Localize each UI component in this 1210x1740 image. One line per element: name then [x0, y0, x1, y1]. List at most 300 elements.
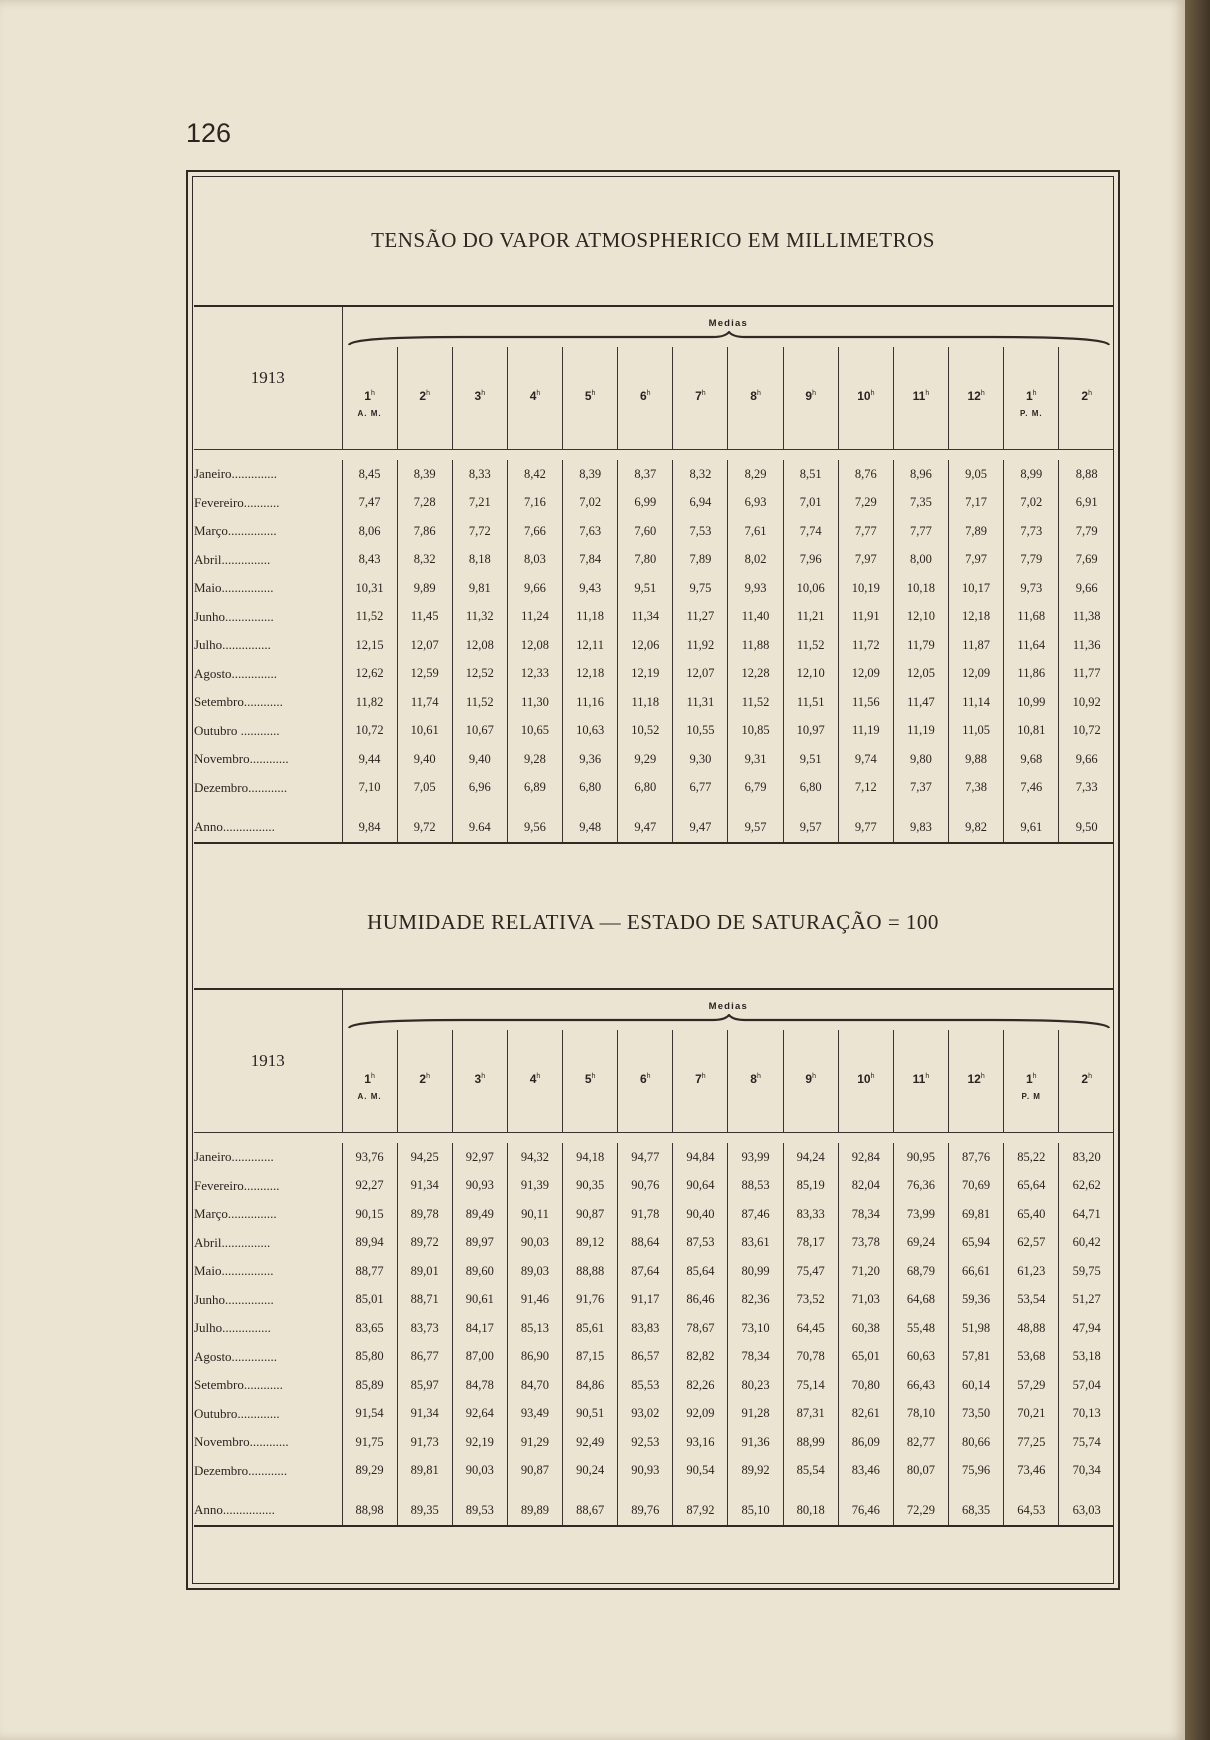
table-cell: 10,31: [342, 574, 397, 603]
table-cell: 11,16: [563, 688, 618, 717]
table-cell: 87,64: [618, 1257, 673, 1286]
annual-row: [194, 1495, 1114, 1526]
table-cell: 88,71: [397, 1286, 452, 1315]
table-cell: 9,51: [618, 574, 673, 603]
table-cell: 7,33: [1059, 774, 1114, 803]
table-cell: 91,39: [507, 1172, 562, 1201]
table-cell: 6,80: [618, 774, 673, 803]
table-cell: 70,34: [1059, 1457, 1114, 1486]
table-cell: 12,08: [452, 631, 507, 660]
table-cell: 12,10: [783, 660, 838, 689]
hour-suffix: h: [370, 1073, 375, 1080]
hour-suffix: h: [536, 390, 541, 397]
table-cell: 89,92: [728, 1457, 783, 1486]
hour-suffix: h: [701, 1073, 706, 1080]
table-cell: 9,80: [893, 745, 948, 774]
table-cell: 90,03: [507, 1229, 562, 1258]
hour-suffix: h: [812, 1073, 816, 1080]
month-label: Agosto..............: [194, 1343, 342, 1372]
table-cell: 12,09: [949, 660, 1004, 689]
table-cell: 90,54: [673, 1457, 728, 1486]
hour-number: 1: [1025, 389, 1033, 403]
table-cell: 11,52: [342, 603, 397, 632]
table-cell: 88,53: [728, 1172, 783, 1201]
table-cell: 12,11: [563, 631, 618, 660]
table-cell: 75,47: [783, 1257, 838, 1286]
table-cell: 85,97: [397, 1371, 452, 1400]
table-cell: 11,19: [893, 717, 948, 746]
table-cell: 10,65: [507, 717, 562, 746]
table-cell: 12,08: [507, 631, 562, 660]
table-cell: 7,60: [618, 517, 673, 546]
table-row: [194, 517, 1114, 546]
table-cell: 9,40: [452, 745, 507, 774]
meridiem-label: P. M.: [1019, 409, 1043, 418]
hour-suffix: h: [1088, 1073, 1092, 1080]
table-cell: 11,88: [728, 631, 783, 660]
hour-header: [949, 1030, 1004, 1133]
table-cell: 60,42: [1059, 1229, 1114, 1258]
table-cell: 90,15: [342, 1200, 397, 1229]
table-row: [194, 774, 1114, 803]
hour-header: [893, 1030, 948, 1133]
table-cell: 8,18: [452, 546, 507, 575]
table-cell: 53,54: [1004, 1286, 1059, 1315]
table-cell: 10,97: [783, 717, 838, 746]
hour-suffix: h: [536, 1073, 541, 1080]
hour-number: 11: [912, 389, 926, 403]
hour-header: [452, 347, 507, 450]
month-label: Dezembro............: [194, 1457, 342, 1486]
table-cell: 9,66: [507, 574, 562, 603]
table-cell: 6,99: [618, 489, 673, 518]
hour-number: 7: [695, 389, 702, 403]
hour-number: 2: [419, 1072, 427, 1086]
hour-number: 12: [967, 1072, 981, 1086]
table-cell: 10,17: [949, 574, 1004, 603]
table-cell: 89,01: [397, 1257, 452, 1286]
table-cell: 8,32: [397, 546, 452, 575]
table-cell: 9,66: [1059, 745, 1114, 774]
table-cell: 11,30: [507, 688, 562, 717]
table-cell: 7,21: [452, 489, 507, 518]
annual-cell: 85,10: [728, 1495, 783, 1526]
table-cell: 7,46: [1004, 774, 1059, 803]
table-cell: 7,35: [893, 489, 948, 518]
hour-number: 6: [639, 1072, 647, 1086]
table-cell: 65,01: [838, 1343, 893, 1372]
table-cell: 11,64: [1004, 631, 1059, 660]
table-cell: 8,51: [783, 460, 838, 489]
table-cell: 9,66: [1059, 574, 1114, 603]
table-cell: 94,25: [397, 1143, 452, 1172]
month-label: Janeiro..............: [194, 460, 342, 489]
month-label: Novembro............: [194, 1428, 342, 1457]
hour-number: 1: [364, 389, 371, 403]
hour-suffix: h: [1032, 1073, 1037, 1080]
table-cell: 10,52: [618, 717, 673, 746]
table-cell: 10,61: [397, 717, 452, 746]
table-cell: 48,88: [1004, 1314, 1059, 1343]
table-cell: 86,09: [838, 1428, 893, 1457]
annual-cell: 9,84: [342, 812, 397, 843]
table-cell: 91,73: [397, 1428, 452, 1457]
table-cell: 12,05: [893, 660, 948, 689]
hour-number: 5: [584, 1072, 592, 1086]
hour-header: [1059, 1030, 1114, 1133]
table-cell: 91,17: [618, 1286, 673, 1315]
table-cell: 87,00: [452, 1343, 507, 1372]
table-cell: 9,51: [783, 745, 838, 774]
medias-header: [342, 306, 1114, 347]
annual-row: [194, 812, 1114, 843]
table-cell: 11,91: [838, 603, 893, 632]
humidity-table-title: HUMIDADE RELATIVA — ESTADO DE SATURAÇÃO = 100: [367, 910, 939, 934]
annual-cell: 76,46: [838, 1495, 893, 1526]
hour-number: 3: [474, 1072, 482, 1086]
table-cell: 11,24: [507, 603, 562, 632]
table-row: [194, 1400, 1114, 1429]
table-cell: 60,14: [949, 1371, 1004, 1400]
table-cell: 89,72: [397, 1229, 452, 1258]
table-cell: 92,49: [563, 1428, 618, 1457]
table-row: [194, 1343, 1114, 1372]
table-cell: 7,97: [949, 546, 1004, 575]
meridiem-label: P. M: [1021, 1092, 1041, 1101]
table-cell: 8,43: [342, 546, 397, 575]
table-cell: 94,32: [507, 1143, 562, 1172]
table-cell: 92,19: [452, 1428, 507, 1457]
table-cell: 7,73: [1004, 517, 1059, 546]
table-cell: 8,45: [342, 460, 397, 489]
hour-suffix: h: [756, 1073, 761, 1080]
table-cell: 91,75: [342, 1428, 397, 1457]
table-cell: 69,24: [893, 1229, 948, 1258]
table-cell: 11,86: [1004, 660, 1059, 689]
table-cell: 9,31: [728, 745, 783, 774]
book-edge: [1185, 0, 1210, 1740]
hour-suffix: h: [646, 390, 651, 397]
hour-suffix: h: [870, 390, 875, 397]
table-cell: 82,61: [838, 1400, 893, 1429]
month-label: Setembro............: [194, 688, 342, 717]
page-number: 126: [186, 118, 232, 148]
table-cell: 86,90: [507, 1343, 562, 1372]
table-cell: 90,95: [893, 1143, 948, 1172]
table-cell: 8,33: [452, 460, 507, 489]
table-cell: 7,89: [673, 546, 728, 575]
table-cell: 12,07: [673, 660, 728, 689]
table-cell: 65,64: [1004, 1172, 1059, 1201]
table-cell: 88,77: [342, 1257, 397, 1286]
table-cell: 8,03: [507, 546, 562, 575]
table-row: [194, 603, 1114, 632]
table-cell: 91,36: [728, 1428, 783, 1457]
table-cell: 7,97: [838, 546, 893, 575]
table-cell: 83,83: [618, 1314, 673, 1343]
hour-suffix: h: [925, 1073, 930, 1080]
vapor-table-title: TENSÃO DO VAPOR ATMOSPHERICO EM MILLIMETROS: [371, 228, 935, 252]
hour-number: 12: [967, 389, 981, 403]
table-cell: 10,67: [452, 717, 507, 746]
table-cell: 7,61: [728, 517, 783, 546]
table-cell: 11,40: [728, 603, 783, 632]
table-cell: 71,03: [838, 1286, 893, 1315]
table-cell: 7,96: [783, 546, 838, 575]
month-label: Março...............: [194, 1200, 342, 1229]
table-cell: 83,33: [783, 1200, 838, 1229]
table-cell: 86,46: [673, 1286, 728, 1315]
table-cell: 85,19: [783, 1172, 838, 1201]
table-cell: 12,19: [618, 660, 673, 689]
table-cell: 71,20: [838, 1257, 893, 1286]
table-cell: 7,16: [507, 489, 562, 518]
table-cell: 94,18: [563, 1143, 618, 1172]
table-cell: 11,87: [949, 631, 1004, 660]
table-cell: 7,47: [342, 489, 397, 518]
hour-number: 2: [1081, 389, 1089, 403]
table-cell: 80,66: [949, 1428, 1004, 1457]
table-cell: 82,04: [838, 1172, 893, 1201]
table-cell: 8,06: [342, 517, 397, 546]
table-cell: 8,39: [563, 460, 618, 489]
hour-header: [507, 1030, 562, 1133]
table-cell: 91,28: [728, 1400, 783, 1429]
table-cell: 91,76: [563, 1286, 618, 1315]
table-cell: 78,34: [728, 1343, 783, 1372]
table-cell: 9,44: [342, 745, 397, 774]
table-cell: 11,68: [1004, 603, 1059, 632]
table-cell: 80,23: [728, 1371, 783, 1400]
table-cell: 7,29: [838, 489, 893, 518]
table-cell: 7,12: [838, 774, 893, 803]
hour-suffix: h: [870, 1073, 875, 1080]
table-cell: 88,88: [563, 1257, 618, 1286]
annual-cell: 63,03: [1059, 1495, 1114, 1526]
table-cell: 85,64: [673, 1257, 728, 1286]
table-cell: 7,77: [893, 517, 948, 546]
table-cell: 88,99: [783, 1428, 838, 1457]
annual-cell: 72,29: [893, 1495, 948, 1526]
table-cell: 91,29: [507, 1428, 562, 1457]
medias-header: [342, 989, 1114, 1030]
table-cell: 77,25: [1004, 1428, 1059, 1457]
table-cell: 9,29: [618, 745, 673, 774]
table-cell: 62,62: [1059, 1172, 1114, 1201]
hour-header: [618, 1030, 673, 1133]
hour-header: [783, 347, 838, 450]
table-cell: 78,17: [783, 1229, 838, 1258]
table-cell: 7,02: [1004, 489, 1059, 518]
table-cell: 11,18: [618, 688, 673, 717]
table-cell: 11,19: [838, 717, 893, 746]
table-cell: 11,14: [949, 688, 1004, 717]
table-row: [194, 745, 1114, 774]
table-cell: 7,53: [673, 517, 728, 546]
hour-number: 5: [584, 389, 592, 403]
table-cell: 91,78: [618, 1200, 673, 1229]
table-cell: 9,81: [452, 574, 507, 603]
hour-header: [342, 347, 397, 450]
table-cell: 78,34: [838, 1200, 893, 1229]
annual-cell: 89,76: [618, 1495, 673, 1526]
annual-cell: 9.64: [452, 812, 507, 843]
annual-cell: 80,18: [783, 1495, 838, 1526]
hour-header: [452, 1030, 507, 1133]
table-cell: 89,03: [507, 1257, 562, 1286]
table-cell: 12,18: [563, 660, 618, 689]
month-label: Abril...............: [194, 546, 342, 575]
table-cell: 92,27: [342, 1172, 397, 1201]
month-label: Novembro............: [194, 745, 342, 774]
hour-number: 4: [529, 1072, 537, 1086]
hour-suffix: h: [426, 1073, 430, 1080]
annual-label: Anno................: [194, 812, 342, 843]
annual-cell: 9,57: [783, 812, 838, 843]
table-cell: 6,80: [563, 774, 618, 803]
table-cell: 89,29: [342, 1457, 397, 1486]
table-cell: 10,63: [563, 717, 618, 746]
table-cell: 12,09: [838, 660, 893, 689]
table-cell: 92,53: [618, 1428, 673, 1457]
table-cell: 92,09: [673, 1400, 728, 1429]
table-cell: 53,68: [1004, 1343, 1059, 1372]
table-cell: 90,64: [673, 1172, 728, 1201]
table-cell: 11,52: [783, 631, 838, 660]
table-cell: 84,78: [452, 1371, 507, 1400]
table-cell: 82,36: [728, 1286, 783, 1315]
table-cell: 10,18: [893, 574, 948, 603]
table-cell: 11,82: [342, 688, 397, 717]
table-cell: 84,17: [452, 1314, 507, 1343]
hour-header: [949, 347, 1004, 450]
table-cell: 8,02: [728, 546, 783, 575]
table-cell: 57,29: [1004, 1371, 1059, 1400]
table-cell: 78,67: [673, 1314, 728, 1343]
annual-cell: 9,48: [563, 812, 618, 843]
month-label: Março...............: [194, 517, 342, 546]
medias-label: Medias: [708, 317, 748, 329]
table-cell: 8,76: [838, 460, 893, 489]
table-cell: 11,18: [563, 603, 618, 632]
table-cell: 93,49: [507, 1400, 562, 1429]
table-row: [194, 1428, 1114, 1457]
table-cell: 83,61: [728, 1229, 783, 1258]
hour-number: 9: [805, 1072, 813, 1086]
hour-suffix: h: [481, 1073, 486, 1080]
table-cell: 11,47: [893, 688, 948, 717]
relative-humidity-table: [194, 988, 1114, 1527]
table-cell: 83,73: [397, 1314, 452, 1343]
table-cell: 11,21: [783, 603, 838, 632]
table-cell: 7,80: [618, 546, 673, 575]
annual-cell: 9,56: [507, 812, 562, 843]
hour-suffix: h: [591, 1073, 596, 1080]
table-cell: 86,77: [397, 1343, 452, 1372]
table-cell: 7,66: [507, 517, 562, 546]
hour-header: [673, 1030, 728, 1133]
table-cell: 11,36: [1059, 631, 1114, 660]
table-cell: 6,91: [1059, 489, 1114, 518]
table-cell: 11,56: [838, 688, 893, 717]
table-cell: 6,77: [673, 774, 728, 803]
table-cell: 85,54: [783, 1457, 838, 1486]
table-cell: 85,89: [342, 1371, 397, 1400]
table-cell: 66,61: [949, 1257, 1004, 1286]
table-cell: 6,80: [783, 774, 838, 803]
table-cell: 7,79: [1004, 546, 1059, 575]
table-cell: 7,37: [893, 774, 948, 803]
table-cell: 7,28: [397, 489, 452, 518]
year-header: 1913: [194, 989, 342, 1133]
table-cell: 11,52: [728, 688, 783, 717]
month-label: Dezembro............: [194, 774, 342, 803]
annual-cell: 9,47: [673, 812, 728, 843]
hour-header: [1004, 1030, 1059, 1133]
table-cell: 90,93: [452, 1172, 507, 1201]
table-cell: 12,10: [893, 603, 948, 632]
table-cell: 8,29: [728, 460, 783, 489]
table-cell: 85,53: [618, 1371, 673, 1400]
table-cell: 59,75: [1059, 1257, 1114, 1286]
hour-header: [342, 1030, 397, 1133]
table-cell: 83,20: [1059, 1143, 1114, 1172]
table-cell: 6,93: [728, 489, 783, 518]
hour-suffix: h: [756, 390, 761, 397]
table-cell: 90,40: [673, 1200, 728, 1229]
hour-suffix: h: [925, 390, 930, 397]
table-cell: 57,04: [1059, 1371, 1114, 1400]
table-row: [194, 717, 1114, 746]
annual-cell: 64,53: [1004, 1495, 1059, 1526]
table-cell: 62,57: [1004, 1229, 1059, 1258]
hour-number: 9: [805, 389, 813, 403]
table-cell: 85,61: [563, 1314, 618, 1343]
table-row: [194, 1371, 1114, 1400]
table-cell: 68,79: [893, 1257, 948, 1286]
hour-header: [1004, 347, 1059, 450]
table-cell: 12,59: [397, 660, 452, 689]
hour-number: 8: [750, 389, 757, 403]
table-cell: 87,76: [949, 1143, 1004, 1172]
year-header: 1913: [194, 306, 342, 450]
table-cell: 85,22: [1004, 1143, 1059, 1172]
table-cell: 91,54: [342, 1400, 397, 1429]
table-cell: 9,89: [397, 574, 452, 603]
table-cell: 70,80: [838, 1371, 893, 1400]
table-cell: 57,81: [949, 1343, 1004, 1372]
table-cell: 12,52: [452, 660, 507, 689]
table-cell: 9,68: [1004, 745, 1059, 774]
table-cell: 7,89: [949, 517, 1004, 546]
table-cell: 90,11: [507, 1200, 562, 1229]
hour-number: 1: [364, 1072, 371, 1086]
table-cell: 11,51: [783, 688, 838, 717]
table-cell: 12,07: [397, 631, 452, 660]
hour-number: 11: [912, 1072, 926, 1086]
table-cell: 8,88: [1059, 460, 1114, 489]
table-cell: 75,96: [949, 1457, 1004, 1486]
table-cell: 91,34: [397, 1172, 452, 1201]
annual-cell: 9,61: [1004, 812, 1059, 843]
table-cell: 11,52: [452, 688, 507, 717]
table-cell: 90,93: [618, 1457, 673, 1486]
table-row: [194, 489, 1114, 518]
table-cell: 10,06: [783, 574, 838, 603]
month-label: Outubro.............: [194, 1400, 342, 1429]
month-label: Julho...............: [194, 631, 342, 660]
hour-number: 7: [695, 1072, 702, 1086]
